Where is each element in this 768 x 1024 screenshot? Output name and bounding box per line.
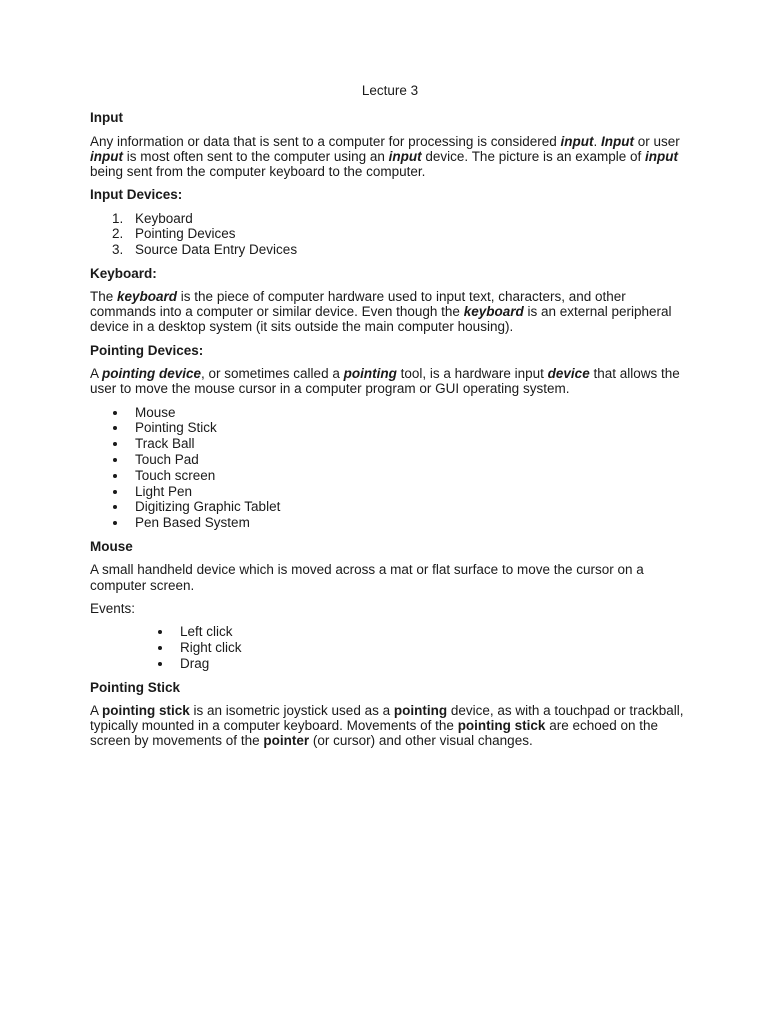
text-run: tool, is a hardware input (396, 366, 548, 382)
input-devices-list (90, 211, 690, 258)
heading-input-devices: Input Devices: (90, 187, 183, 203)
list-number: 1. (112, 210, 124, 226)
emphasis-run: input (560, 133, 594, 149)
list-item-label: Pointing Stick (135, 420, 217, 436)
list-item-label: Drag (180, 655, 210, 671)
text-run: . (593, 133, 602, 149)
paragraph-mouse: A small handheld device which is moved across a mat or flat surface to move the cursor on a computer screen. (90, 562, 644, 593)
emphasis-run: keyboard (463, 304, 524, 320)
list-item (90, 515, 690, 531)
list-item (90, 624, 690, 640)
bullet-icon (158, 662, 162, 666)
emphasis-run: Input (601, 133, 635, 149)
list-number: 3. (112, 241, 124, 257)
bullet-icon (158, 630, 162, 634)
bullet-icon (113, 411, 117, 415)
paragraph-keyboard (90, 289, 690, 335)
bullet-icon (113, 490, 117, 494)
list-item-label: Touch Pad (135, 452, 199, 468)
pointing-devices-list (90, 405, 690, 531)
list-item (90, 468, 690, 484)
emphasis-run: input (645, 148, 679, 164)
events-label: Events: (90, 600, 136, 616)
mouse-events-list (90, 624, 690, 671)
bold-run: pointing stick (102, 702, 190, 718)
emphasis-run: pointing (343, 366, 397, 382)
heading-mouse: Mouse (90, 539, 133, 555)
text-run: A (90, 702, 103, 718)
paragraph-pointing-stick (90, 703, 690, 749)
emphasis-run: keyboard (117, 288, 178, 304)
list-item (90, 484, 690, 500)
bold-run: pointing stick (457, 718, 546, 734)
text-run: is the piece of computer hardware used to input text, characters, and other commands into a computer or similar device. Even though the (90, 288, 626, 320)
list-item (90, 499, 690, 515)
heading-pointing-stick: Pointing Stick (90, 679, 181, 695)
list-item (90, 656, 690, 672)
text-run: or user (634, 133, 680, 149)
document-title: Lecture 3 (361, 83, 419, 98)
text-run: The (90, 288, 118, 304)
bullet-icon (113, 458, 117, 462)
list-item (90, 640, 690, 656)
paragraph-pointing-devices (90, 366, 690, 397)
list-item (90, 452, 690, 468)
bullet-icon (113, 521, 117, 525)
list-item-label: Digitizing Graphic Tablet (135, 499, 281, 515)
text-run: that allows the user to move the mouse cursor in a computer program or GUI operating system. (90, 366, 680, 397)
list-item-label: Right click (180, 640, 242, 655)
emphasis-run: input (388, 148, 422, 164)
text-run: Any information or data that is sent to a computer for processing is considered (90, 133, 561, 149)
text-run: is an external peripheral device in a desktop system (it sits outside the main computer housing). (90, 304, 672, 335)
text-run: device, as with a touchpad or trackball, typically mounted in a computer keyboard. Movements of the (90, 702, 684, 734)
emphasis-run: device (547, 366, 590, 382)
document-body (90, 83, 690, 757)
list-item (90, 405, 690, 421)
bold-run: pointing (393, 702, 448, 718)
list-item-label: Mouse (135, 404, 176, 420)
bullet-icon (113, 442, 117, 446)
heading-keyboard: Keyboard: (90, 265, 157, 281)
emphasis-run: pointing device (102, 366, 202, 382)
paragraph-input (90, 134, 690, 180)
list-item-label: Keyboard (135, 210, 193, 226)
list-item-label: Touch screen (135, 467, 216, 483)
list-item (90, 226, 690, 242)
bullet-icon (113, 505, 117, 509)
list-item (90, 242, 690, 258)
text-run: is an isometric joystick used as a (189, 702, 394, 718)
list-item-label: Source Data Entry Devices (135, 241, 298, 257)
bullet-icon (113, 474, 117, 478)
list-item (90, 420, 690, 436)
list-item-label: Light Pen (135, 483, 193, 499)
bullet-icon (158, 646, 162, 650)
text-run: device. The picture is an example of (421, 148, 646, 164)
list-item-label: Left click (180, 624, 233, 640)
list-item (90, 211, 690, 227)
bullet-icon (113, 426, 117, 430)
text-run: being sent from the computer keyboard to the computer. (90, 164, 426, 180)
emphasis-run: input (90, 148, 123, 164)
list-item-label: Pointing Devices (135, 226, 236, 242)
list-item-label: Track Ball (135, 436, 195, 452)
heading-input: Input (90, 110, 123, 126)
heading-pointing-devices: Pointing Devices: (90, 342, 204, 358)
list-item (90, 436, 690, 452)
text-run: , or sometimes called a (201, 366, 344, 382)
text-run: A (90, 366, 103, 382)
text-run: is most often sent to the computer using an (123, 148, 389, 164)
list-item-label: Pen Based System (135, 515, 250, 531)
bold-run: pointer (263, 733, 310, 749)
text-run: (or cursor) and other visual changes. (309, 733, 533, 749)
text-run: are echoed on the screen by movements of the (90, 718, 659, 749)
list-number: 2. (112, 226, 124, 242)
